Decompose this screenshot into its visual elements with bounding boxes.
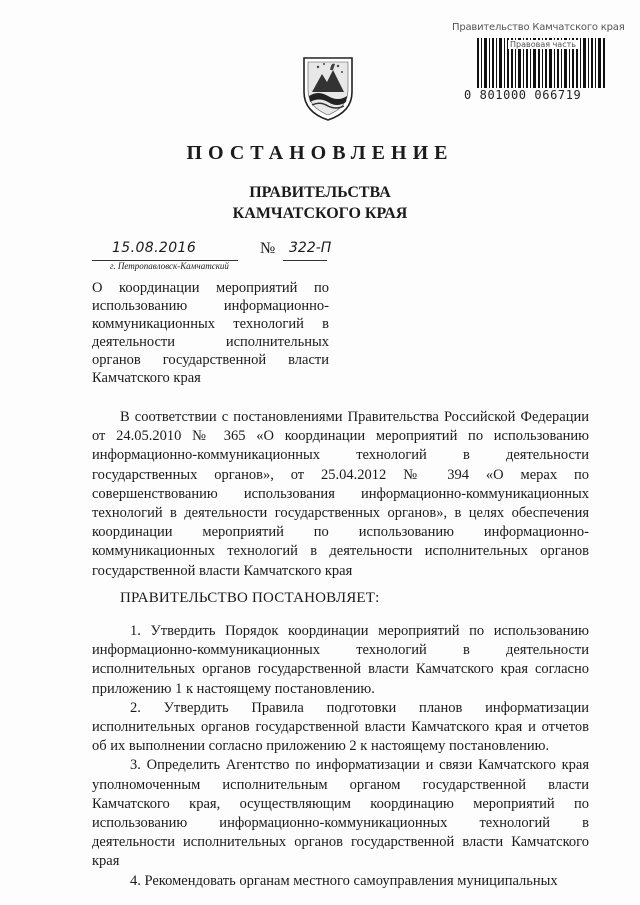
document-title: ПОСТАНОВЛЕНИЕ [186, 142, 454, 164]
stamp-department: Правовая часть [510, 40, 576, 49]
decree-items [92, 622, 589, 891]
document-subtitle [0, 182, 640, 224]
stamp-organization: Правительство Камчатского края [452, 22, 625, 33]
number-sign: № [260, 240, 276, 257]
decree-item: 4. Рекомендовать органам местного самоуправления муниципальных [130, 872, 558, 889]
document-subject: О координации мероприятий по использованию информационно-коммуникационных технологий в деятельности исполнительных органов государственной власти Камчатского края [92, 280, 329, 386]
document-number: 322-П [289, 240, 332, 256]
kamchatka-coat-of-arms-icon [300, 52, 356, 122]
barcode-number: 0 801000 066719 [464, 88, 582, 102]
decree-heading: ПРАВИТЕЛЬСТВО ПОСТАНОВЛЯЕТ: [120, 590, 380, 606]
decree-item: 3. Определить Агентство по информатизации и связи Камчатского края уполномоченным исполнительным органом государственной власти Камчатского края, осуществляющим координацию мероприятий по использованию информационно-коммуникационных технологий в деятельности исполнительных органов государственной власти Камчатского края [92, 757, 589, 870]
preamble [92, 408, 589, 581]
decree-item: 2. Утвердить Правила подготовки планов информатизации исполнительных органов государственной власти Камчатского края и отчетов об их выполнении согласно приложению 2 к настоящему постановлению. [92, 699, 589, 755]
subtitle-line-1: ПРАВИТЕЛЬСТВА [249, 184, 391, 201]
decree-item: 1. Утвердить Порядок координации мероприятий по использованию информационно-коммуникационных технологий в деятельности исполнительных органов государственной власти Камчатского края согласно приложению 1 к настоящему постановлению. [92, 623, 589, 697]
document-date: 15.08.2016 [112, 240, 197, 256]
document-place: г. Петропавловск-Камчатский [110, 261, 229, 271]
preamble-text: В соответствии с постановлениями Правительства Российской Федерации от 24.05.2010 № 365 «О координации мероприятий по использованию информационно-коммуникационных технологий в деятельности государственных органов», от 25.04.2012 № 394 «О мерах по совершенствованию использования информационно-коммуникационных технологий в деятельности государственных органов», в целях обеспечения координации мероприятий по использованию информационно-коммуникационных технологий в деятельности исполнительных органов государственной власти Камчатского края [92, 409, 589, 579]
subtitle-line-2: КАМЧАТСКОГО КРАЯ [232, 205, 408, 222]
